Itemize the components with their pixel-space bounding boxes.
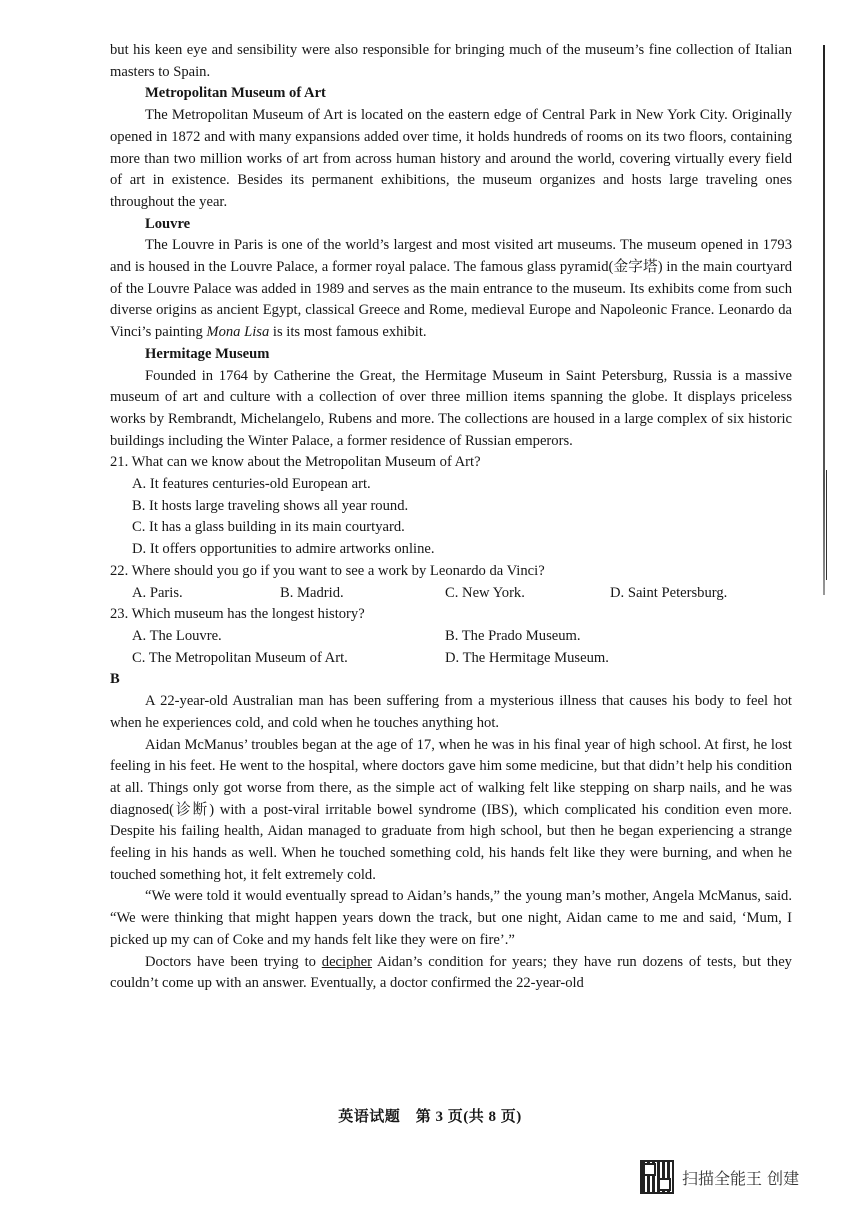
page-edge-line-secondary — [826, 470, 827, 580]
question-21: 21. What can we know about the Metropolitan Museum of Art? — [110, 454, 481, 471]
mona-lisa-title: Mona Lisa — [206, 324, 270, 341]
q21-option-a: A. It features centuries-old European art. — [132, 476, 371, 493]
passage-b-paragraph-1: A 22-year-old Australian man has been suffering from a mysterious illness that causes his body to feel hot when he experiences cold, and cold when he touches anything hot. — [110, 693, 792, 731]
section-b-label: B — [110, 671, 120, 688]
scanner-watermark — [640, 1160, 799, 1194]
louvre-text-part2: is its most famous exhibit. — [269, 324, 427, 341]
passage-b-paragraph-2: Aidan McManus’ troubles began at the age of 17, when he was in his final year of high school. At first, he lost feeling in his feet. He went to the hospital, where doctors gave him some medicine, but that didn’t help his condition at all. Things only got worse from there, as the simple act of walking felt like stepping on sharp nails, and he was diagnosed(诊断) with a post-viral irritable bowel syndrome (IBS), which complicated his condition even more. Despite his failing health, Aidan managed to graduate from high school, but then he began experiencing a strange feeling in his hands as well. When he touched something cold, his hands felt like they were burning, and when he touched something hot, it felt extremely cold. — [110, 736, 792, 883]
hermitage-paragraph: Founded in 1764 by Catherine the Great, the Hermitage Museum in Saint Petersburg, Russia is a massive museum of art and culture with a collection of over three million items spanning the globe. It displays priceless works by Rembrandt, Michelangelo, Rubens and more. The collections are housed in a large complex of six historic buildings including the Winter Palace, a former residence of Russian emperors. — [110, 367, 792, 449]
hermitage-heading: Hermitage Museum — [145, 345, 270, 362]
question-23: 23. Which museum has the longest history? — [110, 606, 365, 623]
page-edge-line — [823, 45, 825, 595]
qr-code-icon — [640, 1160, 674, 1194]
passage-b-paragraph-4 — [110, 952, 792, 995]
p4-text-end: Aidan’s condition for years; they have run dozens of tests, but they couldn’t come up with an answer. Eventually, a doctor confirmed the 22-year-old — [110, 953, 792, 992]
metropolitan-paragraph: The Metropolitan Museum of Art is located on the eastern edge of Central Park in New York City. Originally opened in 1872 and with many expansions added over time, it holds hundreds of rooms on its two floors, containing more than two million works of art from across human history and around the world, covering virtually every field of art in existence. Besides its permanent exhibitions, the museum organizes and hosts large traveling ones throughout the year. — [110, 107, 792, 210]
q22-option-b: B. Madrid. — [280, 584, 344, 601]
q23-option-d: D. The Hermitage Museum. — [445, 649, 609, 666]
p4-text-start: Doctors have been trying to — [145, 953, 322, 970]
q23-option-c: C. The Metropolitan Museum of Art. — [132, 649, 348, 666]
q23-options-row2 — [110, 648, 792, 670]
decipher-underlined-word: decipher — [321, 953, 373, 970]
q22-option-d: D. Saint Petersburg. — [610, 584, 728, 601]
page-footer: 英语试题 第 3 页(共 8 页) — [338, 1109, 522, 1125]
question-22: 22. Where should you go if you want to see a work by Leonardo da Vinci? — [110, 562, 545, 579]
exam-page-body — [110, 40, 792, 995]
q23-option-b: B. The Prado Museum. — [445, 627, 581, 644]
q23-option-a: A. The Louvre. — [132, 627, 222, 644]
q21-option-c: C. It has a glass building in its main courtyard. — [132, 519, 405, 536]
passage-b-paragraph-3: “We were told it would eventually spread to Aidan’s hands,” the young man’s mother, Angela McManus, said. “We were thinking that might happen years down the track, but one night, Aidan came to me and said, ‘Mum, I picked up my can of Coke and my hands felt like they were on fire’.” — [110, 888, 792, 948]
q22-option-a: A. Paris. — [132, 584, 183, 601]
louvre-text-part1: The Louvre in Paris is one of the world’s largest and most visited art museums. The museum opened in 1793 and is housed in the Louvre Palace, a former royal palace. The famous glass pyramid(金字塔) in the main courtyard of the Louvre Palace was added in 1989 and serves as the main entrance to the museum. Its exhibits come from such diverse origins as ancient Egypt, classical Greece and Rome, medieval Europe and Napoleonic France. Leonardo da Vinci’s painting — [110, 237, 792, 341]
louvre-paragraph — [110, 235, 792, 344]
metropolitan-heading: Metropolitan Museum of Art — [145, 85, 326, 102]
q22-option-c: C. New York. — [445, 584, 525, 601]
q22-options — [110, 583, 792, 605]
louvre-heading: Louvre — [145, 215, 191, 232]
q21-option-d: D. It offers opportunities to admire artworks online. — [132, 541, 435, 558]
q21-option-b: B. It hosts large traveling shows all year round. — [132, 497, 409, 514]
watermark-text: 扫描全能王 创建 — [682, 1168, 800, 1188]
passage-a-intro: but his keen eye and sensibility were also responsible for bringing much of the museum’s fine collection of Italian masters to Spain. — [110, 42, 792, 80]
q23-options-row1 — [110, 626, 792, 648]
